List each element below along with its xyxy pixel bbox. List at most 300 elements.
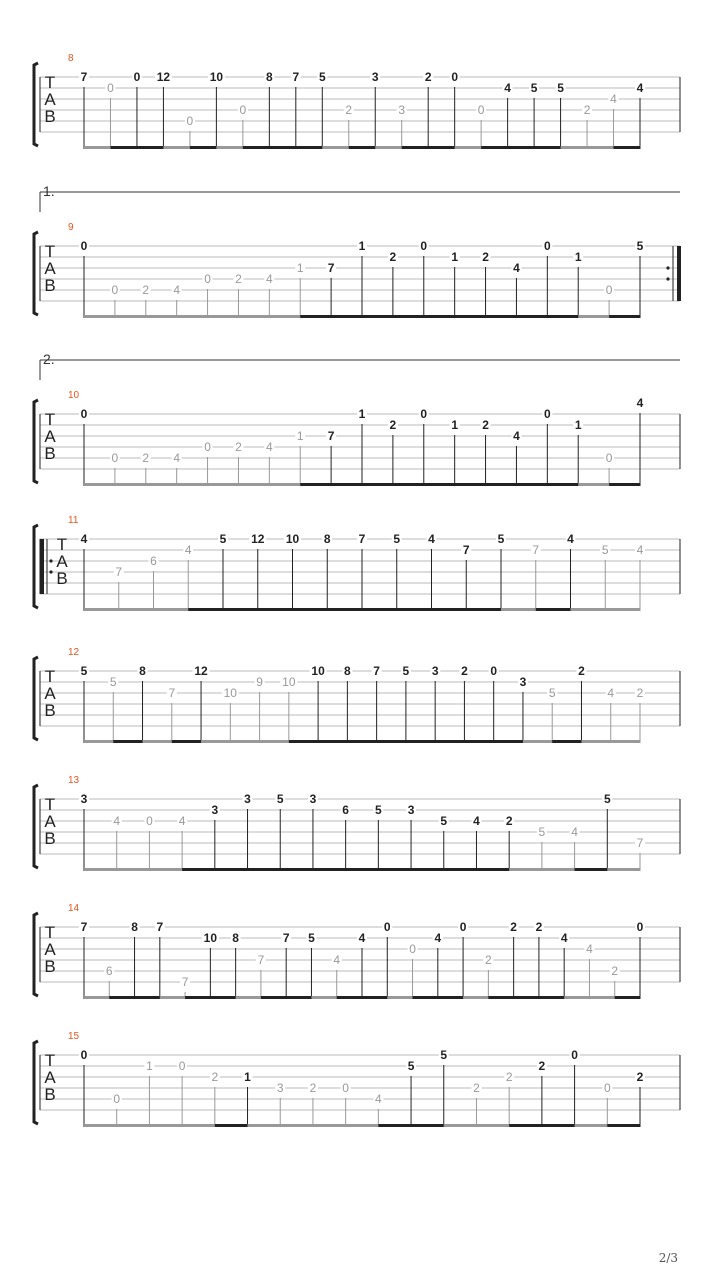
measure-number: 14 <box>68 903 80 914</box>
beam <box>536 608 571 611</box>
fret-number: 0 <box>80 239 88 253</box>
beam <box>238 483 269 486</box>
fret-number: 10 <box>203 931 218 945</box>
beam <box>188 608 223 611</box>
tab-clef-letter: T <box>44 1051 56 1070</box>
fret-number: 4 <box>513 261 520 275</box>
fret-number: 1 <box>244 1070 251 1084</box>
tab-clef-letter: A <box>56 552 68 571</box>
fret-number: 5 <box>375 803 382 817</box>
fret-number: 7 <box>373 664 380 678</box>
system-bracket <box>34 657 38 740</box>
beam <box>481 146 507 149</box>
beam <box>575 1124 608 1127</box>
fret-number: 0 <box>605 283 613 297</box>
fret-number: 2 <box>345 103 353 117</box>
tab-clef-letter: T <box>44 242 56 261</box>
beam <box>160 996 185 999</box>
fret-number: 1 <box>574 418 582 432</box>
beam <box>208 483 239 486</box>
beam <box>177 315 208 318</box>
fret-number: 2 <box>389 418 397 432</box>
beam <box>375 146 401 149</box>
beam <box>327 608 362 611</box>
beam <box>378 868 411 871</box>
fret-number: 0 <box>459 920 467 934</box>
fret-number: 1 <box>451 250 459 264</box>
fret-number: 4 <box>428 532 435 546</box>
beam <box>387 996 412 999</box>
fret-number: 7 <box>168 686 176 700</box>
beam <box>476 1124 509 1127</box>
fret-number: 7 <box>462 543 470 557</box>
tab-clef-letter: B <box>44 276 56 295</box>
fret-number: 1 <box>296 261 304 275</box>
fret-number: 4 <box>375 1092 382 1106</box>
beam <box>494 740 523 743</box>
beam <box>215 1124 248 1127</box>
beam <box>84 1124 117 1127</box>
fret-number: 4 <box>80 532 88 546</box>
fret-number: 0 <box>543 239 551 253</box>
beam <box>486 315 517 318</box>
fret-number: 8 <box>344 664 351 678</box>
beam <box>208 315 239 318</box>
fret-number: 10 <box>282 675 296 689</box>
fret-number: 4 <box>113 814 121 828</box>
fret-number: 4 <box>333 953 341 967</box>
fret-number: 2 <box>309 1081 317 1095</box>
beam <box>260 740 289 743</box>
tab-clef-letter: B <box>44 957 56 976</box>
beam <box>463 996 488 999</box>
fret-number: 0 <box>133 70 141 84</box>
page-number: 2/3 <box>658 1251 678 1265</box>
fret-number: 5 <box>393 532 401 546</box>
system-bracket <box>34 400 38 483</box>
beam <box>516 483 547 486</box>
volta-label: 2. <box>43 351 55 367</box>
beam <box>84 868 117 871</box>
beam <box>149 1124 182 1127</box>
beam <box>424 315 455 318</box>
fret-number: 2 <box>538 1059 546 1073</box>
fret-number: 5 <box>219 532 227 546</box>
fret-number: 5 <box>538 825 546 839</box>
fret-number: 5 <box>276 792 284 806</box>
beam <box>289 740 318 743</box>
beam <box>424 483 455 486</box>
beam <box>444 868 477 871</box>
fret-number: 0 <box>80 407 88 421</box>
beam <box>509 1124 542 1127</box>
beam <box>190 146 216 149</box>
fret-number: 7 <box>181 975 189 989</box>
beam <box>185 996 210 999</box>
beam <box>444 1124 477 1127</box>
fret-number: 5 <box>557 81 564 95</box>
fret-number: 2 <box>636 686 644 700</box>
beam <box>516 315 547 318</box>
beam <box>258 608 293 611</box>
tab-clef-letter: B <box>44 107 56 126</box>
beam <box>313 1124 346 1127</box>
beam <box>313 868 346 871</box>
beam <box>117 1124 150 1127</box>
fret-number: 2 <box>535 920 543 934</box>
fret-number: 0 <box>186 114 194 128</box>
beam <box>109 996 134 999</box>
beam <box>346 1124 379 1127</box>
beam <box>215 868 248 871</box>
beam <box>571 608 606 611</box>
fret-number: 0 <box>477 103 485 117</box>
fret-number: 12 <box>156 70 171 84</box>
beam <box>438 996 463 999</box>
system-bracket <box>34 525 38 608</box>
fret-number: 0 <box>543 407 551 421</box>
fret-number: 10 <box>223 686 237 700</box>
fret-number: 2 <box>482 418 489 432</box>
fret-number: 1 <box>451 418 459 432</box>
beam <box>432 608 467 611</box>
fret-number: 8 <box>139 664 146 678</box>
beam <box>455 315 486 318</box>
beam <box>397 608 432 611</box>
fret-number: 2 <box>510 920 517 934</box>
fret-number: 2 <box>482 250 489 264</box>
beam <box>337 996 362 999</box>
beam <box>346 868 379 871</box>
tab-clef-letter: T <box>44 795 56 814</box>
beam <box>248 1124 281 1127</box>
fret-number: 2 <box>611 964 619 978</box>
fret-number: 7 <box>327 429 335 443</box>
repeat-start-thick-bar <box>40 539 44 594</box>
tab-clef-letter: B <box>44 1085 56 1104</box>
beam <box>362 608 397 611</box>
beam <box>115 483 146 486</box>
fret-number: 4 <box>434 931 442 945</box>
fret-number: 3 <box>371 70 379 84</box>
beam <box>615 996 640 999</box>
fret-number: 2 <box>505 814 513 828</box>
fret-number: 4 <box>184 543 192 557</box>
fret-number: 5 <box>603 792 611 806</box>
fret-number: 2 <box>485 953 492 967</box>
fret-number: 4 <box>636 543 644 557</box>
fret-number: 7 <box>532 543 540 557</box>
fret-number: 2 <box>235 272 242 286</box>
fret-number: 8 <box>131 920 138 934</box>
fret-number: 0 <box>420 239 428 253</box>
beam <box>146 315 177 318</box>
fret-number: 4 <box>173 283 181 297</box>
fret-number: 0 <box>420 407 428 421</box>
beam <box>146 483 177 486</box>
repeat-dot <box>49 559 52 562</box>
beam <box>117 868 150 871</box>
beam <box>322 146 348 149</box>
fret-number: 4 <box>607 686 615 700</box>
measure-number: 15 <box>68 1031 80 1042</box>
beam <box>210 996 235 999</box>
beam <box>300 315 331 318</box>
beam <box>182 868 215 871</box>
measure-number: 13 <box>68 775 80 786</box>
fret-number: 12 <box>194 664 208 678</box>
tab-clef-letter: B <box>56 569 68 588</box>
fret-number: 4 <box>178 814 186 828</box>
fret-number: 0 <box>636 920 644 934</box>
beam <box>488 996 513 999</box>
measure-number: 11 <box>68 515 79 526</box>
fret-number: 2 <box>142 283 150 297</box>
beam <box>113 740 142 743</box>
system-bracket <box>34 232 38 315</box>
beam <box>280 868 313 871</box>
fret-number: 0 <box>146 814 153 828</box>
fret-number: 1 <box>574 250 582 264</box>
beam <box>589 996 614 999</box>
beam <box>534 146 560 149</box>
beam <box>261 996 286 999</box>
beam <box>110 146 136 149</box>
fret-number: 2 <box>389 250 397 264</box>
system-bracket <box>34 913 38 996</box>
system-bracket <box>34 63 38 146</box>
beam <box>269 315 300 318</box>
beam <box>362 996 387 999</box>
beam <box>578 315 609 318</box>
beam <box>486 483 517 486</box>
beam <box>230 740 259 743</box>
repeat-end-thick-bar <box>677 246 681 301</box>
fret-number: 8 <box>265 70 273 84</box>
tab-clef-letter: T <box>56 535 68 554</box>
fret-number: 6 <box>342 803 349 817</box>
system-bracket <box>34 1041 38 1124</box>
beam <box>561 146 587 149</box>
beam <box>201 740 230 743</box>
tab-clef-letter: A <box>44 684 56 703</box>
beam <box>377 740 406 743</box>
beam <box>84 146 110 149</box>
fret-number: 2 <box>578 664 585 678</box>
fret-number: 4 <box>173 451 181 465</box>
beam <box>318 740 347 743</box>
beam <box>296 146 322 149</box>
beam <box>216 146 242 149</box>
fret-number: 8 <box>323 532 331 546</box>
fret-number: 5 <box>318 70 326 84</box>
beam <box>542 868 575 871</box>
fret-number: 0 <box>204 440 211 454</box>
fret-number: 5 <box>530 81 538 95</box>
beam <box>243 146 269 149</box>
beam <box>163 146 189 149</box>
tab-clef-letter: T <box>44 73 56 92</box>
beam <box>84 608 119 611</box>
fret-number: 4 <box>560 931 568 945</box>
beam <box>135 996 160 999</box>
repeat-dot <box>49 570 52 573</box>
tab-clef-letter: T <box>44 410 56 429</box>
fret-number: 2 <box>461 664 468 678</box>
beam <box>154 608 189 611</box>
fret-number: 0 <box>113 1092 121 1106</box>
fret-number: 4 <box>504 81 511 95</box>
fret-number: 5 <box>548 686 556 700</box>
beam <box>539 996 564 999</box>
beam <box>581 740 610 743</box>
beam <box>84 740 113 743</box>
fret-number: 4 <box>513 429 520 443</box>
tab-clef-letter: T <box>44 923 56 942</box>
tab-clef-letter: A <box>44 259 56 278</box>
fret-number: 2 <box>424 70 432 84</box>
beam <box>609 483 640 486</box>
beam <box>172 740 201 743</box>
fret-number: 2 <box>505 1070 513 1084</box>
beam <box>564 996 589 999</box>
fret-number: 1 <box>358 407 366 421</box>
fret-number: 4 <box>636 81 644 95</box>
fret-number: 5 <box>636 239 644 253</box>
fret-number: 3 <box>398 103 406 117</box>
fret-number: 0 <box>239 103 247 117</box>
fret-number: 4 <box>265 440 273 454</box>
tab-clef-letter: B <box>44 829 56 848</box>
fret-number: 7 <box>636 836 644 850</box>
beam <box>402 146 428 149</box>
fret-number: 10 <box>209 70 224 84</box>
fret-number: 2 <box>235 440 242 454</box>
fret-number: 12 <box>251 532 265 546</box>
beam <box>476 868 509 871</box>
beam <box>509 868 542 871</box>
beam <box>428 146 454 149</box>
beam <box>406 740 435 743</box>
beam <box>362 483 393 486</box>
beam <box>611 740 640 743</box>
fret-number: 3 <box>244 792 251 806</box>
beam <box>331 483 362 486</box>
fret-number: 7 <box>327 261 335 275</box>
fret-number: 7 <box>80 920 88 934</box>
fret-number: 5 <box>80 664 88 678</box>
fret-number: 3 <box>80 792 88 806</box>
fret-number: 3 <box>309 792 317 806</box>
fret-number: 5 <box>601 543 609 557</box>
fret-number: 0 <box>342 1081 349 1095</box>
fret-number: 0 <box>204 272 211 286</box>
beam <box>248 868 281 871</box>
beam <box>605 608 640 611</box>
fret-number: 4 <box>473 814 480 828</box>
fret-number: 8 <box>232 931 239 945</box>
fret-number: 0 <box>111 451 119 465</box>
system-bracket <box>34 785 38 868</box>
fret-number: 0 <box>107 81 114 95</box>
fret-number: 0 <box>111 283 119 297</box>
beam <box>435 740 464 743</box>
fret-number: 2 <box>142 451 150 465</box>
fret-number: 7 <box>156 920 164 934</box>
fret-number: 3 <box>276 1081 284 1095</box>
fret-number: 5 <box>440 814 448 828</box>
fret-number: 1 <box>358 239 366 253</box>
fret-number: 0 <box>451 70 459 84</box>
beam <box>464 740 493 743</box>
fret-number: 3 <box>407 803 415 817</box>
beam <box>269 483 300 486</box>
fret-number: 0 <box>178 1059 186 1073</box>
repeat-dot <box>666 266 669 269</box>
fret-number: 2 <box>636 1070 644 1084</box>
tab-clef-letter: A <box>44 427 56 446</box>
fret-number: 4 <box>636 396 644 410</box>
tab-clef-letter: B <box>44 444 56 463</box>
beam <box>547 483 578 486</box>
fret-number: 3 <box>519 675 527 689</box>
fret-number: 4 <box>610 92 617 106</box>
fret-number: 1 <box>146 1059 153 1073</box>
beam <box>177 483 208 486</box>
beam <box>413 996 438 999</box>
beam <box>514 996 539 999</box>
beam <box>280 1124 313 1127</box>
beam <box>393 483 424 486</box>
beam <box>523 740 552 743</box>
fret-number: 5 <box>402 664 410 678</box>
volta-label: 1. <box>43 183 55 199</box>
fret-number: 9 <box>256 675 263 689</box>
fret-number: 0 <box>605 451 613 465</box>
beam <box>542 1124 575 1127</box>
fret-number: 2 <box>583 103 591 117</box>
beam <box>547 315 578 318</box>
beam <box>587 146 613 149</box>
measure-number: 12 <box>68 647 80 658</box>
fret-number: 7 <box>115 565 123 579</box>
beam <box>455 483 486 486</box>
beam <box>143 740 172 743</box>
beam <box>311 996 336 999</box>
fret-number: 3 <box>211 803 219 817</box>
fret-number: 6 <box>150 554 157 568</box>
beam <box>552 740 581 743</box>
beam <box>466 608 501 611</box>
beam <box>269 146 295 149</box>
beam <box>501 608 536 611</box>
fret-number: 7 <box>257 953 265 967</box>
beam <box>508 146 534 149</box>
fret-number: 5 <box>109 675 117 689</box>
fret-number: 7 <box>292 70 300 84</box>
tab-clef-letter: T <box>44 667 56 686</box>
fret-number: 4 <box>586 942 593 956</box>
beam <box>182 1124 215 1127</box>
beam <box>609 315 640 318</box>
beam <box>149 868 182 871</box>
fret-number: 0 <box>409 942 416 956</box>
beam <box>236 996 261 999</box>
fret-number: 0 <box>80 1048 88 1062</box>
fret-number: 7 <box>358 532 366 546</box>
fret-number: 5 <box>497 532 505 546</box>
beam <box>614 146 640 149</box>
